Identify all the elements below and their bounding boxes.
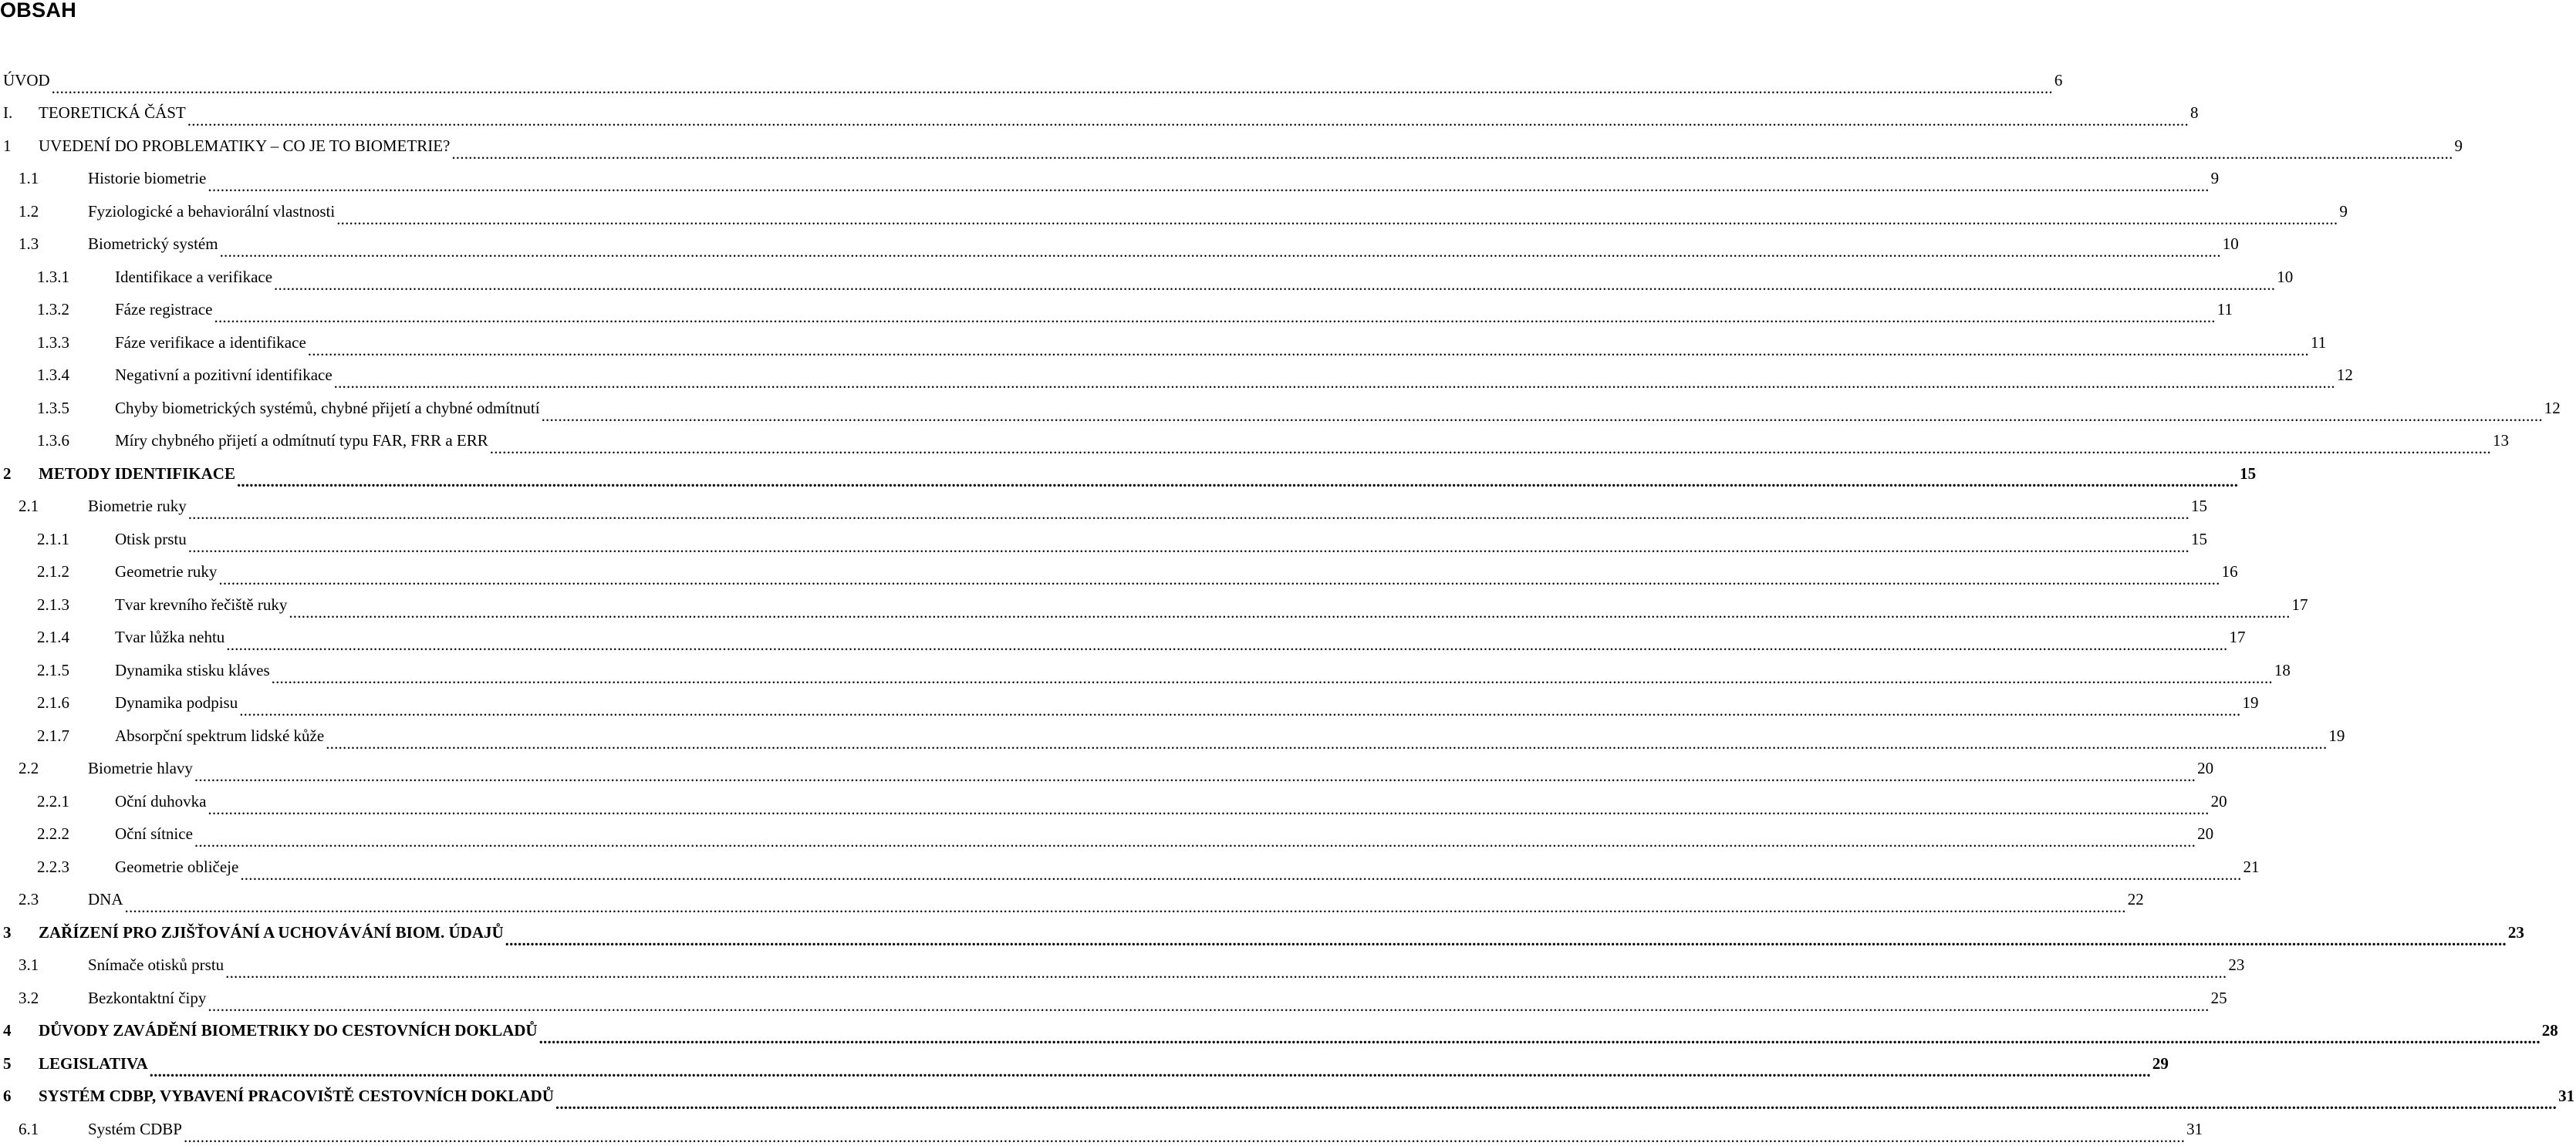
toc-entry-page: 20: [2210, 791, 2227, 811]
toc-entry-page: 29: [2152, 1053, 2169, 1073]
toc-entry-number: 2.1.5: [37, 660, 69, 679]
toc-dot-leader: [218, 570, 2220, 588]
toc-entry[interactable]: [0, 294, 2233, 327]
toc-dot-leader: [194, 767, 2196, 785]
toc-dot-leader: [220, 242, 2221, 261]
toc-entry-title: Oční sítnice: [115, 824, 193, 844]
toc-entry-number: 2.2.2: [37, 824, 69, 844]
toc-dot-leader: [539, 1029, 2541, 1047]
toc-dot-leader: [308, 341, 2309, 359]
toc-entry-title: Geometrie obličeje: [115, 857, 239, 876]
toc-entry-page: 10: [2277, 267, 2294, 286]
toc-entry-title: Fáze registrace: [115, 300, 213, 319]
toc-entry-title: Dynamika stisku kláves: [115, 660, 270, 679]
toc-dot-leader: [208, 177, 2209, 195]
toc-entry-title: Snímače otisků prstu: [88, 956, 225, 975]
toc-entry-page: 23: [2228, 956, 2245, 975]
toc-entry-number: 2.1.7: [37, 726, 69, 745]
toc-entry[interactable]: [0, 785, 2227, 818]
toc-entry[interactable]: [0, 916, 2524, 949]
toc-entry[interactable]: [0, 261, 2294, 294]
toc-entry-title: TEORETICKÁ ČÁST: [39, 103, 186, 123]
toc-entry[interactable]: [0, 1015, 2558, 1048]
toc-entry[interactable]: [0, 654, 2291, 687]
toc-entry-number: 1.3.2: [37, 300, 69, 319]
toc-entry-title: ÚVOD: [3, 70, 50, 89]
toc-dot-leader: [208, 996, 2209, 1015]
toc-entry-number: 3.2: [19, 988, 39, 1007]
toc-entry[interactable]: [0, 884, 2144, 917]
toc-dot-leader: [274, 275, 2275, 294]
toc-entry-number: 6: [3, 1087, 12, 1106]
toc-dot-leader: [542, 406, 2543, 425]
toc-dot-leader: [188, 504, 2189, 523]
toc-entry-number: 1.3.3: [37, 332, 69, 352]
toc-entry-page: 15: [2190, 529, 2207, 548]
toc-entry-title: Fyziologické a behaviorální vlastnosti: [88, 201, 336, 221]
toc-entry-page: 9: [2339, 201, 2348, 221]
toc-entry-number: I.: [3, 103, 13, 123]
toc-entry-page: 12: [2544, 398, 2561, 417]
toc-entry-title: Biometrie hlavy: [88, 759, 193, 778]
toc-entry-page: 11: [2216, 300, 2233, 319]
toc-entry-number: 2.1.6: [37, 693, 69, 713]
toc-dot-leader: [451, 144, 2453, 163]
toc-entry-number: 1.2: [19, 201, 39, 221]
toc-entry[interactable]: [0, 490, 2207, 524]
toc-entry-page: 23: [2507, 922, 2524, 942]
toc-entry-page: 25: [2210, 988, 2227, 1007]
toc-dot-leader: [225, 963, 2227, 982]
toc-entry-title: Systém CDBP: [88, 1119, 182, 1138]
toc-entry-page: 22: [2127, 890, 2144, 909]
toc-entry-page: 15: [2190, 497, 2207, 516]
toc-entry-number: 3: [3, 922, 12, 942]
toc-entry-page: 6: [2054, 70, 2063, 89]
toc-dot-leader: [490, 439, 2491, 457]
toc-dot-leader: [289, 603, 2290, 622]
toc-entry[interactable]: [0, 64, 2063, 97]
toc-entry[interactable]: [0, 97, 2199, 130]
toc-entry-title: Biometrie ruky: [88, 497, 187, 516]
toc-entry-page: 19: [2328, 726, 2345, 745]
toc-entry-page: 20: [2197, 759, 2214, 778]
toc-entry-number: 2.1.1: [37, 529, 69, 548]
toc-dot-leader: [237, 472, 2238, 490]
toc-entry[interactable]: [0, 982, 2227, 1015]
toc-entry[interactable]: [0, 1047, 2169, 1080]
toc-entry-page: 31: [2186, 1119, 2203, 1138]
toc-entry-page: 9: [2454, 136, 2463, 155]
toc-entry-number: 3.1: [19, 956, 39, 975]
toc-entry-title: Dynamika podpisu: [115, 693, 238, 713]
toc-entry[interactable]: [0, 588, 2308, 622]
toc-entry-page: 31: [2558, 1087, 2575, 1106]
toc-entry-page: 8: [2189, 103, 2199, 123]
toc-entry[interactable]: [0, 392, 2561, 425]
toc-dot-leader: [326, 734, 2327, 753]
toc-entry[interactable]: [0, 1080, 2575, 1114]
toc-entry-title: Otisk prstu: [115, 529, 187, 548]
toc-entry-page: 18: [2274, 660, 2291, 679]
toc-entry-page: 21: [2243, 857, 2260, 876]
toc-dot-leader: [226, 635, 2227, 654]
toc-entry[interactable]: [0, 359, 2353, 393]
toc-dot-leader: [272, 669, 2273, 687]
toc-dot-leader: [125, 898, 2126, 916]
toc-entry-number: 6.1: [19, 1119, 39, 1138]
toc-entry-number: 1.3.4: [37, 366, 69, 385]
toc-entry[interactable]: [0, 326, 2327, 359]
toc-entry[interactable]: [0, 425, 2509, 458]
toc-entry-number: 2.2: [19, 759, 39, 778]
toc-dot-leader: [184, 1127, 2185, 1146]
toc-entry-number: 1.3.5: [37, 398, 69, 417]
toc-entry-title: Biometrický systém: [88, 234, 218, 254]
toc-entry-title: DNA: [88, 890, 123, 909]
toc-entry-title: Tvar lůžka nehtu: [115, 628, 225, 647]
toc-entry[interactable]: [0, 523, 2207, 556]
toc-entry-number: 1.3: [19, 234, 39, 254]
toc-dot-leader: [52, 79, 2053, 97]
toc-entry-page: 10: [2222, 234, 2239, 254]
toc-entry-number: 2.1.3: [37, 595, 69, 614]
toc-entry-title: UVEDENÍ DO PROBLEMATIKY – CO JE TO BIOMETRIE?: [39, 136, 451, 155]
toc-entry[interactable]: [0, 457, 2257, 490]
toc-entry[interactable]: [0, 720, 2345, 753]
toc-dot-leader: [188, 538, 2189, 556]
toc-entry[interactable]: [0, 818, 2214, 851]
toc-entry-number: 5: [3, 1053, 12, 1073]
toc-entry-title: Negativní a pozitivní identifikace: [115, 366, 333, 385]
toc-entry[interactable]: [0, 228, 2239, 261]
toc-dot-leader: [555, 1094, 2557, 1113]
toc-entry-page: 17: [2291, 595, 2308, 614]
toc-entry-title: METODY IDENTIFIKACE: [39, 463, 235, 483]
toc-entry[interactable]: [0, 1113, 2203, 1146]
toc-entry-title: ZAŘÍZENÍ PRO ZJIŠŤOVÁNÍ A UCHOVÁVÁNÍ BIOM. ÚDAJŮ: [39, 922, 504, 942]
toc-entry-title: DŮVODY ZAVÁDĚNÍ BIOMETRIKY DO CESTOVNÍCH DOKLADŮ: [39, 1021, 538, 1040]
toc-entry-page: 16: [2221, 562, 2238, 581]
toc-entry-title: Chyby biometrických systémů, chybné přijetí a chybné odmítnutí: [115, 398, 540, 417]
toc-dot-leader: [150, 1062, 2151, 1080]
toc-entry-title: Identifikace a verifikace: [115, 267, 273, 286]
toc-entry-number: 2.1.4: [37, 628, 69, 647]
toc-entry[interactable]: [0, 851, 2260, 884]
toc-entry-page: 19: [2242, 693, 2259, 713]
toc-entry[interactable]: [0, 949, 2245, 983]
toc-entry-title: Absorpční spektrum lidské kůže: [115, 726, 325, 745]
toc-dot-leader: [240, 865, 2241, 884]
toc-dot-leader: [334, 373, 2335, 392]
toc-entry[interactable]: [0, 622, 2246, 655]
toc-dot-leader: [239, 701, 2240, 720]
toc-entry-page: 28: [2541, 1021, 2558, 1040]
toc-entry-title: SYSTÉM CDBP, VYBAVENÍ PRACOVIŠTĚ CESTOVNÍCH DOKLADŮ: [39, 1087, 554, 1106]
toc-entry-title: LEGISLATIVA: [39, 1053, 148, 1073]
toc-entry-title: Fáze verifikace a identifikace: [115, 332, 306, 352]
toc-entry-title: Geometrie ruky: [115, 562, 218, 581]
toc-dot-leader: [208, 800, 2209, 818]
toc-entry-title: Oční duhovka: [115, 791, 207, 811]
page-title: OBSAH: [0, 0, 77, 22]
toc-dot-leader: [214, 308, 2216, 326]
toc-dot-leader: [194, 832, 2196, 851]
table-of-contents: [0, 64, 2575, 1146]
toc-entry-number: 2.1: [19, 497, 39, 516]
toc-entry[interactable]: [0, 687, 2259, 720]
toc-entry[interactable]: [0, 130, 2463, 163]
toc-entry-number: 1.3.6: [37, 431, 69, 450]
toc-entry-number: 2.1.2: [37, 562, 69, 581]
toc-entry-page: 20: [2197, 824, 2214, 844]
toc-entry-page: 15: [2240, 463, 2257, 483]
toc-entry-page: 17: [2229, 628, 2246, 647]
toc-entry-number: 2.2.1: [37, 791, 69, 811]
toc-entry-number: 2.2.3: [37, 857, 69, 876]
toc-entry-page: 11: [2310, 332, 2327, 352]
toc-entry-title: Bezkontaktní čipy: [88, 988, 207, 1007]
toc-entry[interactable]: [0, 556, 2238, 589]
toc-entry-title: Míry chybného přijetí a odmítnutí typu FAR, FRR a ERR: [115, 431, 488, 450]
toc-entry-page: 13: [2492, 431, 2509, 450]
toc-entry-number: 2.3: [19, 890, 39, 909]
toc-entry-page: 9: [2210, 169, 2220, 188]
toc-entry-number: 1.3.1: [37, 267, 69, 286]
toc-dot-leader: [336, 210, 2338, 228]
toc-entry-number: 1: [3, 136, 12, 155]
toc-entry[interactable]: [0, 163, 2220, 196]
toc-entry-number: 2: [3, 463, 12, 483]
toc-dot-leader: [505, 931, 2507, 949]
toc-entry-page: 12: [2336, 366, 2353, 385]
toc-dot-leader: [187, 111, 2189, 130]
toc-entry-title: Historie biometrie: [88, 169, 207, 188]
toc-entry[interactable]: [0, 753, 2214, 786]
toc-entry-title: Tvar krevního řečiště ruky: [115, 595, 288, 614]
toc-entry-number: 4: [3, 1021, 12, 1040]
toc-entry[interactable]: [0, 195, 2348, 228]
toc-entry-number: 1.1: [19, 169, 39, 188]
